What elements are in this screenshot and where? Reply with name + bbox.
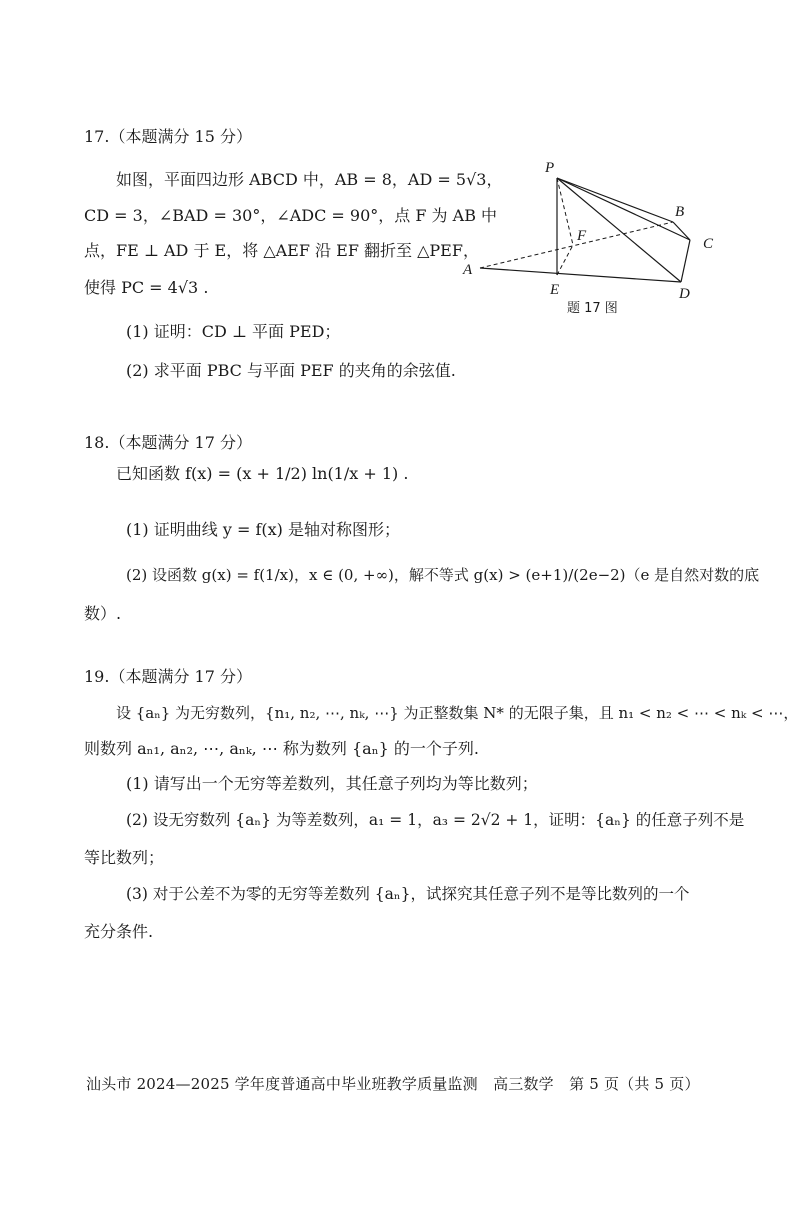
page-footer: 汕头市 2024—2025 学年度普通高中毕业班教学质量监测 高三数学 第 5 页（共 5 页） bbox=[86, 1075, 700, 1093]
q17-line4: 使得 PC = 4√3 . bbox=[84, 278, 209, 297]
label-e: E bbox=[550, 282, 560, 298]
q18-part2-cont: 数）. bbox=[84, 604, 122, 623]
q17-line3: 点，FE ⊥ AD 于 E，将 △AEF 沿 EF 翻折至 △PEF， bbox=[84, 241, 479, 260]
label-c: C bbox=[703, 236, 714, 252]
q19-intro2: 则数列 aₙ₁, aₙ₂, ⋯, aₙₖ, ⋯ 称为数列 {aₙ} 的一个子列. bbox=[84, 739, 479, 758]
q19-part2-cont: 等比数列； bbox=[84, 848, 165, 867]
q19-intro1: 设 {aₙ} 为无穷数列，{n₁, n₂, ⋯, nₖ, ⋯} 为正整数集 N* 的无限子集，且 n₁ < n₂ < ⋯ < nₖ < ⋯， bbox=[116, 704, 799, 722]
q18-header: 18.（本题满分 17 分） bbox=[84, 433, 252, 452]
q19-part2: (2) 设无穷数列 {aₙ} 为等差数列，a₁ = 1，a₃ = 2√2 + 1，证明：{aₙ} 的任意子列不是 bbox=[126, 811, 745, 829]
q17-part1: (1) 证明：CD ⊥ 平面 PED； bbox=[126, 322, 341, 341]
q19-part3-cont: 充分条件. bbox=[84, 922, 154, 941]
label-d: D bbox=[679, 286, 690, 302]
edge-pb bbox=[557, 178, 673, 222]
edge-ad bbox=[480, 268, 681, 282]
edge-pd bbox=[557, 178, 681, 282]
q18-intro: 已知函数 f(x) = (x + 1/2) ln(1/x + 1) . bbox=[116, 464, 409, 483]
q17-header: 17.（本题满分 15 分） bbox=[84, 127, 252, 146]
label-p: P bbox=[545, 160, 555, 176]
edge-pf bbox=[557, 178, 573, 245]
edge-bc bbox=[673, 222, 690, 240]
q18-part1: (1) 证明曲线 y = f(x) 是轴对称图形； bbox=[126, 520, 400, 539]
edge-ef bbox=[557, 245, 573, 275]
label-a: A bbox=[463, 262, 473, 278]
q19-header: 19.（本题满分 17 分） bbox=[84, 667, 252, 686]
q17-figure bbox=[455, 150, 745, 320]
label-b: B bbox=[675, 204, 685, 220]
q19-part3: (3) 对于公差不为零的无穷等差数列 {aₙ}，试探究其任意子列不是等比数列的一个 bbox=[126, 885, 690, 903]
edge-dc bbox=[681, 240, 690, 282]
q17-part2: (2) 求平面 PBC 与平面 PEF 的夹角的余弦值. bbox=[126, 361, 456, 380]
q17-figure-caption: 题 17 图 bbox=[567, 301, 618, 316]
q19-part1: (1) 请写出一个无穷等差数列，其任意子列均为等比数列； bbox=[126, 774, 538, 793]
q17-line1: 如图，平面四边形 ABCD 中，AB = 8，AD = 5√3， bbox=[116, 170, 503, 189]
q17-line2: CD = 3，∠BAD = 30°，∠ADC = 90°，点 F 为 AB 中 bbox=[84, 206, 498, 225]
q18-part2: (2) 设函数 g(x) = f(1/x)，x ∈ (0, +∞)，解不等式 g(x) > (e+1)/(2e−2)（e 是自然对数的底 bbox=[126, 566, 760, 584]
label-f: F bbox=[577, 228, 587, 244]
